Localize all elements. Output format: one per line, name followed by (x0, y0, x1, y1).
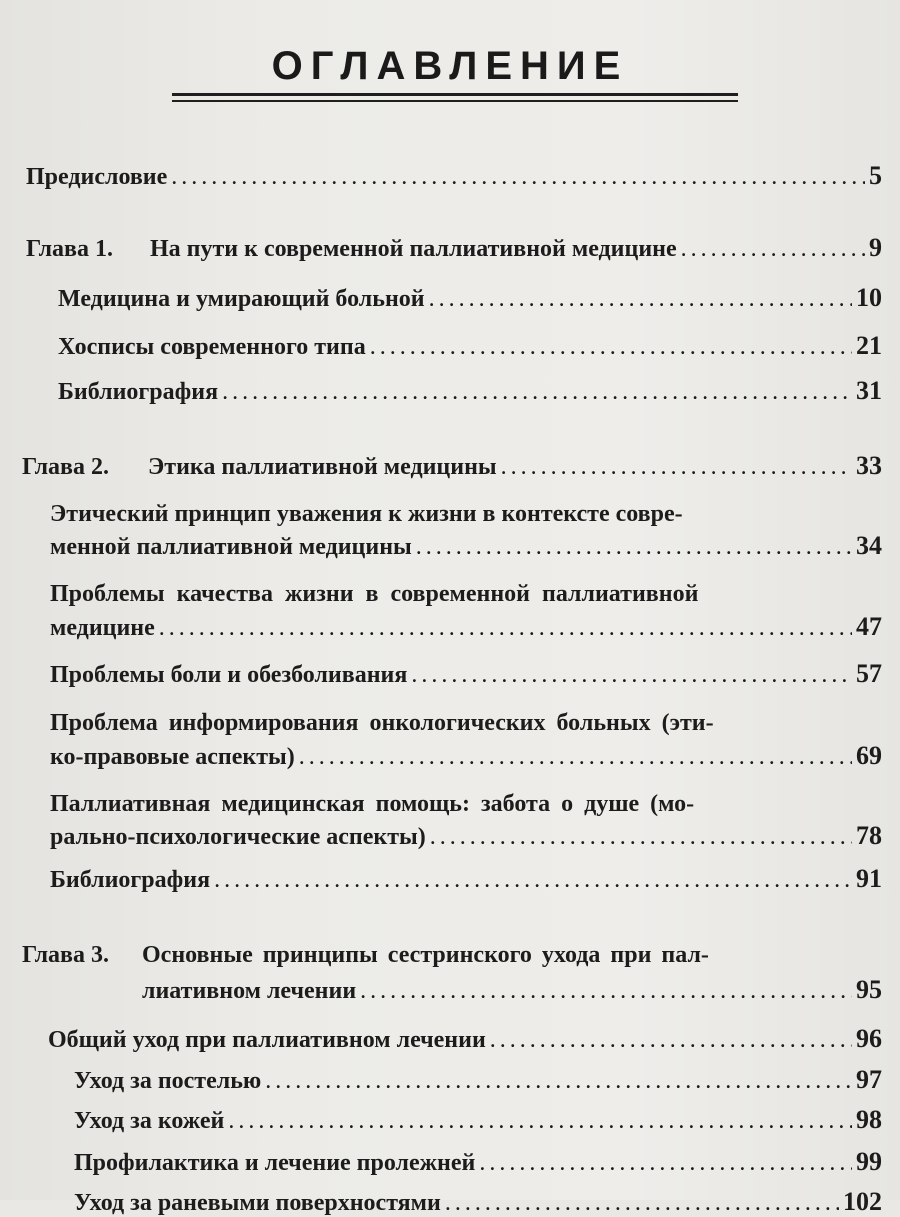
toc-entry-2-6[interactable] (50, 865, 882, 894)
page-number: 102 (843, 1187, 882, 1216)
toc-label: На пути к современной паллиативной медицине (150, 236, 677, 262)
toc-label: Уход за кожей (74, 1108, 225, 1134)
leader-dots (228, 1107, 852, 1135)
toc-entry-1-3[interactable] (58, 377, 882, 406)
page-number: 98 (856, 1105, 882, 1134)
toc-label: медицине (50, 615, 155, 641)
toc-entry-3-1-3[interactable] (74, 1148, 882, 1177)
toc-entry-2-2[interactable] (50, 613, 882, 642)
toc-entry-preface[interactable] (26, 162, 882, 191)
toc-entry-2-1-line1: Этический принцип уважения к жизни в контексте совре- (50, 501, 683, 527)
toc-label: менной паллиативной медицины (50, 534, 412, 560)
leader-dots (222, 378, 852, 406)
toc-label: Общий уход при паллиативном лечении (48, 1027, 486, 1053)
leader-dots (214, 866, 852, 894)
toc-label: Уход за постелью (74, 1068, 262, 1094)
toc-label: Проблемы боли и обезболивания (50, 662, 408, 688)
toc-label: Уход за раневыми поверхностями (74, 1190, 441, 1216)
leader-dots (299, 743, 852, 771)
toc-entry-2-5-line1: Паллиативная медицинская помощь: забота о душе (мо- (50, 791, 695, 817)
leader-dots (445, 1189, 839, 1217)
page-number: 10 (856, 283, 882, 312)
toc-label-line1: Основные принципы сестринского ухода при пал- (142, 942, 709, 968)
title-rule-thick (172, 93, 738, 96)
toc-entry-3-1-1[interactable] (74, 1066, 882, 1095)
toc-entry-chapter-1[interactable] (26, 234, 882, 263)
page-number: 78 (856, 821, 882, 850)
page-number: 57 (856, 659, 882, 688)
page-number: 34 (856, 531, 882, 560)
leader-dots (411, 661, 852, 689)
chapter-number: Глава 1. (26, 236, 113, 262)
leader-dots (416, 533, 852, 561)
toc-label: Предисловие (26, 164, 168, 190)
leader-dots (159, 614, 852, 642)
page-number: 33 (856, 451, 882, 480)
page-number: 47 (856, 612, 882, 641)
toc-entry-1-1[interactable] (58, 284, 882, 313)
leader-dots (265, 1067, 852, 1095)
toc-label: рально-психологические аспекты) (50, 824, 426, 850)
page-number: 95 (856, 975, 882, 1004)
toc-entry-2-4[interactable] (50, 742, 882, 771)
toc-label: ко-правовые аспекты) (50, 744, 295, 770)
toc-label: Библиография (58, 379, 219, 405)
leader-dots (490, 1026, 852, 1054)
toc-entry-chapter-2[interactable] (22, 452, 882, 481)
page-number: 5 (869, 161, 882, 190)
leader-dots (501, 453, 852, 481)
toc-entry-3-1-4[interactable] (74, 1188, 882, 1217)
toc-entry-3-1[interactable] (48, 1025, 882, 1054)
page-number: 97 (856, 1065, 882, 1094)
page-number: 99 (856, 1147, 882, 1176)
page-number: 21 (856, 331, 882, 360)
toc-entry-2-3[interactable] (50, 660, 882, 689)
leader-dots (370, 333, 852, 361)
leader-dots (171, 163, 865, 191)
toc-label: Этика паллиативной медицины (148, 454, 497, 480)
toc-entry-1-2[interactable] (58, 332, 882, 361)
leader-dots (681, 235, 865, 263)
toc-entry-2-2-line1: Проблемы качества жизни в современной паллиативной (50, 581, 699, 607)
toc-label: Библиография (50, 867, 211, 893)
chapter-number: Глава 3. (22, 942, 109, 968)
page-number: 91 (856, 864, 882, 893)
toc-label: Хосписы современного типа (58, 334, 366, 360)
leader-dots (430, 823, 852, 851)
toc-entry-chapter-3-line1 (22, 941, 838, 969)
toc-entry-2-4-line1: Проблема информирования онкологических больных (эти- (50, 710, 714, 736)
toc-label: лиативном лечении (142, 978, 357, 1004)
leader-dots (360, 977, 852, 1005)
page-number: 9 (869, 233, 882, 262)
title-rule-thin (172, 100, 738, 102)
toc-entry-chapter-3[interactable] (142, 976, 882, 1005)
leader-dots (479, 1149, 852, 1177)
toc-label: Медицина и умирающий больной (58, 286, 425, 312)
toc-entry-3-1-2[interactable] (74, 1106, 882, 1135)
page-title: ОГЛАВЛЕНИЕ (271, 44, 629, 88)
page-number: 96 (856, 1024, 882, 1053)
toc-entry-2-1[interactable] (50, 532, 882, 561)
page-number: 31 (856, 376, 882, 405)
toc-label: Профилактика и лечение пролежней (74, 1150, 476, 1176)
chapter-number: Глава 2. (22, 454, 109, 480)
toc-entry-2-5[interactable] (50, 822, 882, 851)
page-number: 69 (856, 741, 882, 770)
leader-dots (429, 285, 852, 313)
